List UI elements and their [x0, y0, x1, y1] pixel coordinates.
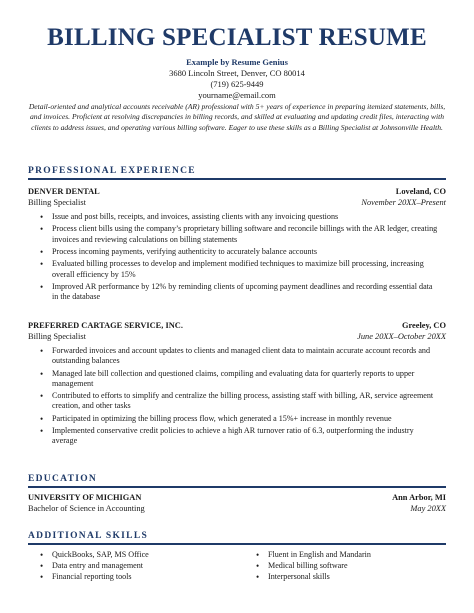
job-bullet: • Managed late bill collection and questioned claims, compiling and evaluating data for quarterly reports to upper management [28, 369, 440, 389]
section-heading-skills: ADDITIONAL SKILLS [28, 531, 149, 541]
job-bullet: • Implemented conservative credit policies to achieve a high AR turnover ratio of 6.3, outperforming the industry average [28, 426, 440, 446]
resume-title: BILLING SPECIALIST RESUME [47, 24, 427, 51]
contact-address: 3680 Lincoln Street, Denver, CO 80014 [169, 68, 305, 78]
job-role: Billing Specialist [28, 198, 86, 207]
job-bullets [28, 346, 440, 449]
job-dates: June 20XX–October 20XX [357, 332, 446, 341]
skill-item: • Medical billing software [244, 561, 444, 571]
job-bullet: • Improved AR performance by 12% by reminding clients of upcoming payment deadlines and recording essential data in the database [28, 282, 440, 302]
education-date: May 20XX [410, 504, 446, 513]
job-bullet: • Participated in optimizing the billing process flow, which generated a 15%+ increase in monthly revenue [28, 414, 440, 424]
job-bullets [28, 212, 440, 305]
job-location: Greeley, CO [401, 321, 446, 330]
skill-item: • Financial reporting tools [28, 572, 238, 582]
job-dates: November 20XX–Present [361, 198, 446, 207]
job-company: PREFERRED CARTAGE SERVICE, INC. [28, 321, 183, 330]
job-bullet: • Process client bills using the company’s proprietary billing software and reconcile billings with the AR ledger, creating invoices and reviewing calculations on billing statements [28, 224, 440, 244]
professional-summary: Detail-oriented and analytical accounts receivable (AR) professional with 5+ years of experience in preparing itemized statements, bills, and invoices. Proficient at resolving discrepancies in billing records, and skilled at evaluating and updating credit files, interacting with clients to address issues, and operating various billing software. Eager to use these skills as a Billing Specialist at Johnsonville Health. [28, 102, 446, 132]
skill-item: • Fluent in English and Mandarin [244, 550, 444, 560]
skills-list-left [28, 550, 238, 584]
education-degree: Bachelor of Science in Accounting [28, 504, 145, 513]
section-divider [28, 486, 446, 488]
section-divider [28, 178, 446, 180]
skill-item: • Data entry and management [28, 561, 238, 571]
job-role: Billing Specialist [28, 332, 86, 341]
job-location: Loveland, CO [395, 187, 446, 196]
contact-phone: (719) 625-9449 [210, 79, 264, 89]
job-bullet: • Forwarded invoices and account updates to clients and managed client data to maintain accurate account records and outstanding balances [28, 346, 440, 366]
job-bullet: • Contributed to efforts to simplify and centralize the billing process, assisting staff with billing, AR, service agreement creation, and other tasks [28, 391, 440, 411]
contact-email: yourname@email.com [198, 90, 276, 100]
skills-list-right [244, 550, 444, 584]
section-heading-experience: PROFESSIONAL EXPERIENCE [28, 166, 196, 176]
job-company: DENVER DENTAL [28, 187, 100, 196]
resume-subtitle: Example by Resume Genius [186, 57, 288, 67]
job-bullet: • Evaluated billing processes to develop and implement modified techniques to maximize bill processing, increasing overall efficiency by 15% [28, 259, 440, 279]
section-heading-education: EDUCATION [28, 474, 98, 484]
education-school: UNIVERSITY OF MICHIGAN [28, 493, 142, 502]
section-divider [28, 543, 446, 545]
education-location: Ann Arbor, MI [392, 493, 446, 502]
job-bullet: • Process incoming payments, verifying authenticity to accurately balance accounts [28, 247, 440, 257]
job-bullet: • Issue and post bills, receipts, and invoices, assisting clients with any invoicing questions [28, 212, 440, 222]
skill-item: • QuickBooks, SAP, MS Office [28, 550, 238, 560]
skill-item: • Interpersonal skills [244, 572, 444, 582]
